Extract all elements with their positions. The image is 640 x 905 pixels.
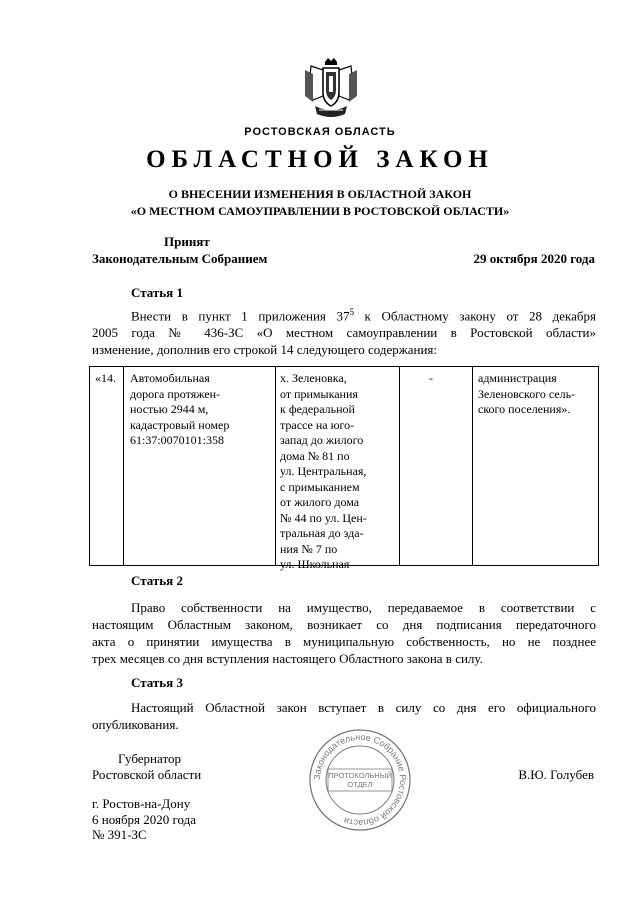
article2-line: трех месяцев со дня вступления настоящего Областного закона в силу. (92, 651, 483, 666)
table-divider (472, 367, 473, 565)
table-cell-line: запад до жилого (280, 433, 364, 447)
table-cell-line: ностью 2944 м, (130, 402, 209, 416)
table-cell-line: дорога протяжен- (130, 386, 221, 401)
article1-text (92, 304, 596, 358)
table-cell-line: 61:37:0070101:358 (130, 433, 225, 447)
table-cell-line: ул. Центральная, (280, 464, 367, 478)
table-divider (275, 367, 276, 565)
article1-line2: 2005 года № 436-ЗС «О местном самоуправлении в Ростовской области» (92, 325, 596, 341)
adoption-date: 29 октября 2020 года (473, 251, 595, 266)
amendment-table (89, 366, 599, 571)
table-cell-line: администрация (478, 371, 557, 385)
adopted-label: Принят (164, 234, 210, 249)
table-cell-administration (478, 371, 575, 418)
table-cell-line: Зеленовского сель- (478, 386, 576, 401)
table-cell-location (280, 371, 367, 573)
article3-heading: Статья 3 (131, 675, 183, 690)
signatory-title-line2: Ростовской области (92, 767, 202, 782)
table-cell-line: ул. Школьная (280, 557, 350, 571)
table-cell-line: х. Зеленовка, (280, 371, 347, 385)
table-cell-line: Автомобильная (130, 371, 210, 385)
article2-line: настоящим Областным законом, возникает со дня подписания передаточного (92, 617, 596, 632)
signatory-title-line1: Губернатор (118, 751, 181, 766)
table-cell-line: с примыканием (280, 479, 360, 494)
article1-superscript: 5 (349, 307, 354, 317)
stamp-ring-text: Законодательное Собрание Ростовской области (311, 731, 409, 829)
article3-line: Настоящий Областной закон вступает в силу со дня его официального (131, 700, 596, 715)
stamp-center-line1: ПРОТОКОЛЬНЫЙ (328, 771, 392, 780)
article2-heading: Статья 2 (131, 573, 183, 588)
signatory-name: В.Ю. Голубев (518, 767, 594, 782)
article2-text (92, 599, 596, 667)
law-subtitle-line1: О ВНЕСЕНИИ ИЗМЕНЕНИЯ В ОБЛАСТНОЙ ЗАКОН (168, 187, 472, 201)
table-cell-line: - (429, 371, 433, 385)
table-divider (123, 367, 124, 565)
table-cell-line: ского поселения». (478, 402, 571, 416)
table-cell-object (130, 371, 229, 449)
adopted-by: Законодательным Собранием (92, 251, 268, 266)
table-cell-dash (429, 371, 433, 387)
article1-text-part1: Внести в пункт 1 приложения 37 (131, 308, 350, 324)
coat-of-arms-emblem (301, 56, 361, 122)
table-cell-line: ния № 7 по (280, 541, 338, 556)
region-name: РОСТОВСКАЯ ОБЛАСТЬ (244, 126, 396, 138)
law-number: № 391-ЗС (92, 827, 147, 842)
table-cell-line: трассе на юго- (280, 417, 355, 432)
article2-line: Право собственности на имущество, передаваемое в соответствии с (131, 600, 596, 615)
article1-text-part2: к Областному закону от 28 декабря (353, 308, 596, 324)
table-cell-line: «14. (95, 371, 116, 385)
stamp-center-line2: ОТДЕЛ (347, 780, 373, 789)
table-cell-line: от жилого дома (280, 495, 360, 509)
table-divider (399, 367, 400, 565)
table-cell-number (95, 371, 116, 387)
table-cell-line: от примыкания (280, 386, 358, 401)
article1-line1 (92, 304, 596, 324)
table-cell-line: к федеральной (280, 402, 355, 416)
table-cell-line: № 44 по ул. Цен- (280, 510, 367, 525)
article3-line: опубликования. (92, 717, 179, 732)
table-cell-line: тральная до зда- (280, 526, 364, 540)
signing-city: г. Ростов-на-Дону (92, 796, 191, 811)
official-stamp (308, 728, 412, 832)
article2-line: акта о принятии имущества в муниципальную собственность, но не позднее (92, 634, 596, 649)
signing-date: 6 ноября 2020 года (92, 812, 197, 827)
article1-heading: Статья 1 (131, 285, 183, 300)
table-cell-line: дома № 81 по (280, 448, 350, 463)
article1-line3: изменение, дополнив его строкой 14 следующего содержания: (92, 342, 438, 358)
document-title: ОБЛАСТНОЙ ЗАКОН (146, 146, 494, 173)
table-cell-line: кадастровый номер (130, 417, 230, 432)
law-subtitle-line2: «О МЕСТНОМ САМОУПРАВЛЕНИИ В РОСТОВСКОЙ ОБЛАСТИ» (130, 204, 510, 218)
